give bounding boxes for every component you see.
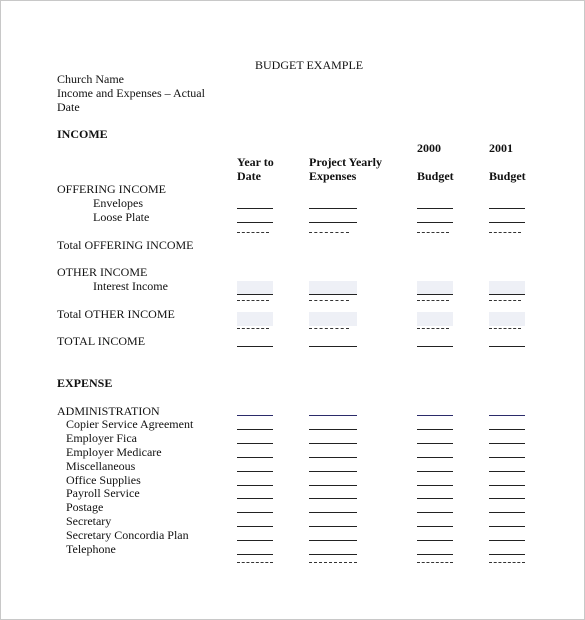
expense-heading: EXPENSE bbox=[57, 376, 113, 390]
admin-item: Employer Medicare bbox=[66, 445, 162, 459]
col4-header-label: Budget bbox=[489, 169, 526, 183]
col2-header-line2: Expenses bbox=[309, 169, 357, 183]
blank-line[interactable] bbox=[489, 429, 525, 430]
blank-line[interactable] bbox=[309, 498, 357, 499]
blank-line[interactable] bbox=[489, 485, 525, 486]
blank-line[interactable] bbox=[417, 443, 453, 444]
admin-item: Secretary Concordia Plan bbox=[66, 528, 189, 542]
blank-line[interactable] bbox=[237, 346, 273, 347]
blank-line[interactable] bbox=[489, 415, 525, 416]
field-shade bbox=[417, 312, 453, 326]
admin-item: Miscellaneous bbox=[66, 459, 136, 473]
dash-separator bbox=[489, 562, 525, 563]
field-shade bbox=[309, 312, 357, 326]
blank-line[interactable] bbox=[417, 429, 453, 430]
date-label: Date bbox=[57, 100, 80, 114]
dash-separator bbox=[489, 300, 521, 301]
blank-line[interactable] bbox=[237, 526, 273, 527]
field-shade bbox=[237, 281, 273, 295]
blank-line[interactable] bbox=[489, 208, 525, 209]
blank-line[interactable] bbox=[417, 294, 453, 295]
admin-item: Telephone bbox=[66, 542, 116, 556]
blank-line[interactable] bbox=[237, 512, 273, 513]
blank-line[interactable] bbox=[237, 443, 273, 444]
blank-line[interactable] bbox=[417, 471, 453, 472]
dash-separator bbox=[417, 232, 449, 233]
dash-separator bbox=[417, 300, 449, 301]
field-shade bbox=[489, 281, 525, 295]
blank-line[interactable] bbox=[309, 485, 357, 486]
church-name: Church Name bbox=[57, 72, 124, 86]
blank-line[interactable] bbox=[309, 222, 357, 223]
blank-line[interactable] bbox=[417, 498, 453, 499]
admin-item: Payroll Service bbox=[66, 486, 140, 500]
admin-item: Copier Service Agreement bbox=[66, 417, 194, 431]
offering-item-loose-plate: Loose Plate bbox=[93, 210, 150, 224]
blank-line[interactable] bbox=[237, 429, 273, 430]
dash-separator bbox=[237, 300, 269, 301]
blank-line[interactable] bbox=[489, 443, 525, 444]
col1-header-line1: Year to bbox=[237, 155, 274, 169]
document-title: BUDGET EXAMPLE bbox=[255, 58, 364, 72]
dash-separator bbox=[309, 300, 349, 301]
blank-line[interactable] bbox=[237, 554, 273, 555]
blank-line[interactable] bbox=[309, 294, 357, 295]
blank-line[interactable] bbox=[237, 222, 273, 223]
blank-line[interactable] bbox=[417, 485, 453, 486]
blank-line[interactable] bbox=[489, 554, 525, 555]
blank-line[interactable] bbox=[417, 554, 453, 555]
admin-item: Secretary bbox=[66, 514, 112, 528]
blank-line[interactable] bbox=[417, 415, 453, 416]
document-subtitle: Income and Expenses – Actual bbox=[57, 86, 205, 100]
dash-separator bbox=[309, 328, 349, 329]
blank-line[interactable] bbox=[489, 471, 525, 472]
blank-line[interactable] bbox=[489, 457, 525, 458]
admin-item: Postage bbox=[66, 500, 104, 514]
blank-line[interactable] bbox=[489, 222, 525, 223]
blank-line[interactable] bbox=[489, 540, 525, 541]
blank-line[interactable] bbox=[489, 512, 525, 513]
field-shade bbox=[489, 312, 525, 326]
field-shade bbox=[237, 312, 273, 326]
admin-item: Office Supplies bbox=[66, 473, 141, 487]
administration-heading: ADMINISTRATION bbox=[57, 404, 160, 418]
blank-line[interactable] bbox=[237, 294, 273, 295]
col3-year: 2000 bbox=[417, 141, 441, 155]
col1-header-line2: Date bbox=[237, 169, 261, 183]
dash-separator bbox=[237, 232, 269, 233]
blank-line[interactable] bbox=[237, 471, 273, 472]
blank-line[interactable] bbox=[309, 526, 357, 527]
blank-line[interactable] bbox=[309, 429, 357, 430]
other-income-heading: OTHER INCOME bbox=[57, 265, 148, 279]
blank-line[interactable] bbox=[237, 485, 273, 486]
blank-line[interactable] bbox=[417, 512, 453, 513]
dash-separator bbox=[417, 328, 449, 329]
admin-item: Employer Fica bbox=[66, 431, 137, 445]
total-income: TOTAL INCOME bbox=[57, 334, 146, 348]
blank-line[interactable] bbox=[309, 346, 357, 347]
offering-income-heading: OFFERING INCOME bbox=[57, 182, 167, 196]
dash-separator bbox=[237, 562, 273, 563]
blank-line[interactable] bbox=[237, 498, 273, 499]
blank-line[interactable] bbox=[237, 457, 273, 458]
dash-separator bbox=[489, 328, 521, 329]
offering-item-envelopes: Envelopes bbox=[93, 196, 143, 210]
blank-line[interactable] bbox=[309, 471, 357, 472]
blank-line[interactable] bbox=[417, 526, 453, 527]
blank-line[interactable] bbox=[309, 540, 357, 541]
blank-line[interactable] bbox=[309, 457, 357, 458]
col3-header-label: Budget bbox=[417, 169, 454, 183]
blank-line[interactable] bbox=[237, 540, 273, 541]
dash-separator bbox=[417, 562, 453, 563]
blank-line[interactable] bbox=[417, 540, 453, 541]
dash-separator bbox=[309, 562, 357, 563]
dash-separator bbox=[237, 328, 269, 329]
blank-line[interactable] bbox=[309, 512, 357, 513]
other-item-interest-income: Interest Income bbox=[93, 279, 168, 293]
income-heading: INCOME bbox=[57, 127, 108, 141]
blank-line[interactable] bbox=[309, 415, 357, 416]
blank-line[interactable] bbox=[489, 498, 525, 499]
blank-line[interactable] bbox=[417, 346, 453, 347]
field-shade bbox=[309, 281, 357, 295]
blank-line[interactable] bbox=[309, 554, 357, 555]
blank-line[interactable] bbox=[417, 457, 453, 458]
blank-line[interactable] bbox=[237, 208, 273, 209]
blank-line[interactable] bbox=[489, 346, 525, 347]
dash-separator bbox=[309, 232, 349, 233]
blank-line[interactable] bbox=[309, 443, 357, 444]
dash-separator bbox=[489, 232, 521, 233]
field-shade bbox=[417, 281, 453, 295]
blank-line[interactable] bbox=[489, 526, 525, 527]
col2-header-line1: Project Yearly bbox=[309, 155, 382, 169]
blank-line[interactable] bbox=[237, 415, 273, 416]
col4-year: 2001 bbox=[489, 141, 513, 155]
blank-line[interactable] bbox=[489, 294, 525, 295]
total-other-income: Total OTHER INCOME bbox=[57, 307, 175, 321]
blank-line[interactable] bbox=[309, 208, 357, 209]
blank-line[interactable] bbox=[417, 222, 453, 223]
blank-line[interactable] bbox=[417, 208, 453, 209]
total-offering-income: Total OFFERING INCOME bbox=[57, 238, 194, 252]
